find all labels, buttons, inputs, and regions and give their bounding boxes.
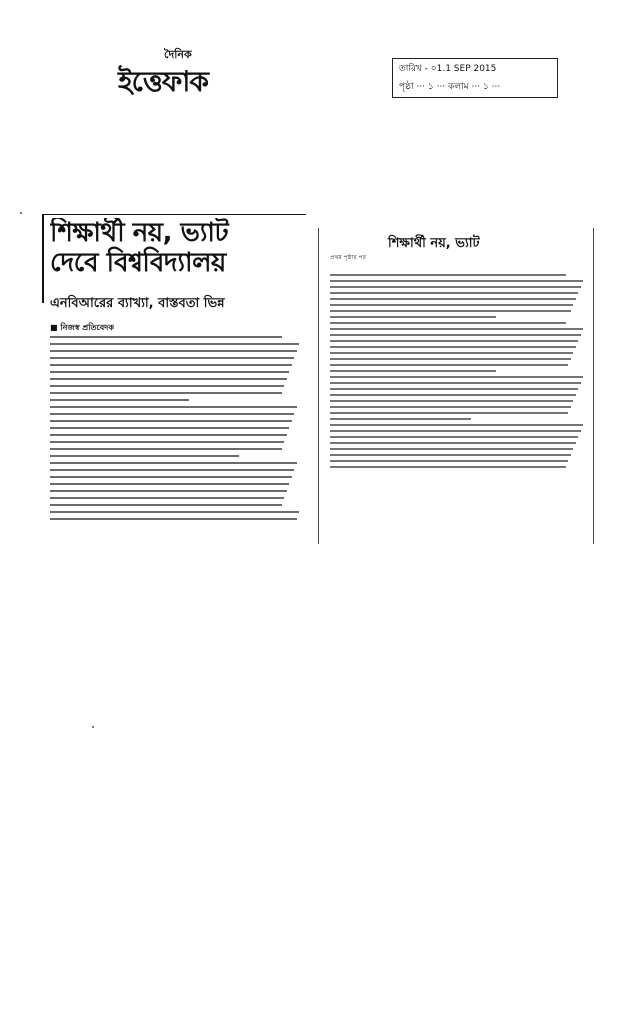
text-line: [330, 352, 573, 354]
article-subhead: এনবিআরের ব্যাখ্যা, বাস্তবতা ভিন্ন: [50, 296, 225, 311]
text-line: [330, 394, 576, 396]
speck: [20, 212, 22, 214]
masthead-small-text: দৈনিক: [164, 48, 192, 61]
text-line: [330, 316, 496, 318]
text-line: [50, 413, 294, 415]
text-line: [50, 483, 289, 485]
text-line: [50, 462, 297, 464]
text-line: [330, 436, 578, 438]
text-line: [50, 406, 297, 408]
text-line: [50, 490, 287, 492]
clip-border-left: [318, 228, 319, 544]
text-line: [50, 350, 297, 352]
text-line: [50, 399, 189, 401]
continuation-title: শিক্ষার্থী নয়, ভ্যাট: [388, 236, 480, 251]
article-body-text: [50, 336, 302, 525]
text-line: [330, 364, 568, 366]
text-line: [330, 418, 471, 420]
text-line: [330, 310, 571, 312]
text-line: [50, 504, 282, 506]
text-line: [50, 357, 294, 359]
text-line: [330, 358, 571, 360]
text-line: [330, 346, 576, 348]
text-line: [330, 304, 573, 306]
text-line: [50, 343, 299, 345]
text-line: [50, 441, 284, 443]
text-line: [330, 424, 583, 426]
text-line: [50, 420, 292, 422]
date-stamp: [392, 58, 558, 98]
text-line: [330, 286, 581, 288]
text-line: [330, 292, 578, 294]
article-headline: [50, 218, 300, 278]
text-line: [330, 370, 496, 372]
text-line: [330, 274, 566, 276]
article-byline: ■ নিজস্ব প্রতিবেদক: [50, 323, 114, 332]
text-line: [50, 476, 292, 478]
text-line: [50, 455, 239, 457]
speck: [92, 726, 94, 728]
text-line: [330, 442, 576, 444]
text-line: [330, 412, 568, 414]
text-line: [330, 280, 583, 282]
text-line: [330, 328, 583, 330]
clip-border-right: [593, 228, 594, 544]
text-line: [50, 469, 294, 471]
text-line: [50, 518, 297, 520]
text-line: [330, 334, 581, 336]
text-line: [50, 336, 282, 338]
text-line: [330, 376, 583, 378]
text-line: [50, 378, 287, 380]
text-line: [330, 406, 571, 408]
masthead-name: ইত্তেফাক: [118, 65, 209, 98]
text-line: [330, 460, 568, 462]
text-line: [50, 385, 284, 387]
text-line: [50, 511, 299, 513]
text-line: [330, 388, 578, 390]
text-line: [330, 322, 566, 324]
text-line: [50, 392, 282, 394]
text-line: [50, 448, 282, 450]
text-line: [50, 427, 289, 429]
text-line: [330, 340, 578, 342]
stamp-page-row: পৃষ্ঠা ··· ১ ··· কলাম ··· ১ ···: [399, 82, 501, 92]
text-line: [330, 466, 566, 468]
continuation-body-text: [330, 274, 586, 472]
continuation-note: প্রথম পৃষ্ঠার পর: [330, 254, 366, 261]
text-line: [50, 364, 292, 366]
text-line: [330, 454, 571, 456]
text-line: [50, 371, 289, 373]
continuation-clipping: [318, 222, 594, 542]
text-line: [330, 400, 573, 402]
headline-line-1: শিক্ষার্থী নয়, ভ্যাট: [50, 218, 229, 248]
article-clipping: [38, 214, 306, 532]
text-line: [50, 434, 287, 436]
stamp-date-row: তারিখ - ০1.1 SEP 2015: [399, 64, 497, 74]
text-line: [330, 430, 581, 432]
text-line: [50, 497, 284, 499]
text-line: [330, 448, 573, 450]
headline-line-2: দেবে বিশ্ববিদ্যালয়: [50, 248, 226, 278]
text-line: [330, 298, 576, 300]
text-line: [330, 382, 581, 384]
